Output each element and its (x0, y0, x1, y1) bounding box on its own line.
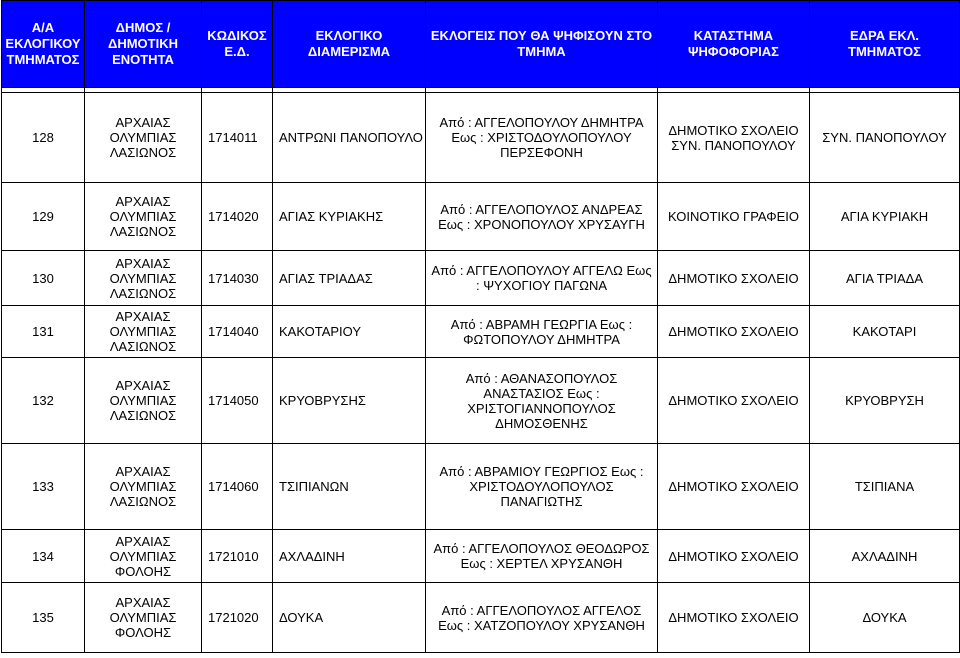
row-area: ΔΟΥΚΑ (273, 583, 426, 653)
row-voters: Από : ΑΘΑΝΑΣΟΠΟΥΛΟΣ ΑΝΑΣΤΑΣΙΟΣ Εως : ΧΡΙΣΤΟΓΙΑΝΝΟΠΟΥΛΟΣ ΔΗΜΟΣΘΕΝΗΣ (426, 358, 658, 444)
row-seat: ΑΧΛΑΔΙΝΗ (810, 530, 960, 583)
row-area: ΤΣΙΠΙΑΝΩΝ (273, 444, 426, 530)
row-dimos: ΑΡΧΑΙΑΣ ΟΛΥΜΠΙΑΣ ΛΑΣΙΩΝΟΣ (85, 251, 202, 306)
table-row (2, 306, 960, 358)
row-aa: 130 (2, 251, 85, 306)
row-aa: 134 (2, 530, 85, 583)
row-dimos: ΑΡΧΑΙΑΣ ΟΛΥΜΠΙΑΣ ΦΟΛΟΗΣ (85, 583, 202, 653)
table-row (2, 93, 960, 183)
header-area: ΕΚΛΟΓΙΚΟ ΔΙΑΜΕΡΙΣΜΑ (273, 1, 426, 88)
row-seat: ΚΡΥΟΒΡΥΣΗ (810, 358, 960, 444)
row-dimos: ΑΡΧΑΙΑΣ ΟΛΥΜΠΙΑΣ ΦΟΛΟΗΣ (85, 530, 202, 583)
row-store: ΔΗΜΟΤΙΚΟ ΣΧΟΛΕΙΟ (658, 444, 810, 530)
row-code: 1714020 (202, 183, 273, 251)
row-voters: Από : ΑΓΓΕΛΟΠΟΥΛΟΣ ΑΓΓΕΛΟΣ Εως : ΧΑΤΖΟΠΟΥΛΟΥ ΧΡΥΣΑΝΘΗ (426, 583, 658, 653)
header-seat: ΕΔΡΑ ΕΚΛ. ΤΜΗΜΑΤΟΣ (810, 1, 960, 88)
polling-stations-table (1, 0, 960, 653)
row-area: ΑΓΙΑΣ ΤΡΙΑΔΑΣ (273, 251, 426, 306)
row-voters: Από : ΑΒΡΑΜΙΟΥ ΓΕΩΡΓΙΟΣ Εως : ΧΡΙΣΤΟΔΟΥΛΟΠΟΥΛΟΣ ΠΑΝΑΓΙΩΤΗΣ (426, 444, 658, 530)
row-code: 1714050 (202, 358, 273, 444)
row-seat: ΚΑΚΟΤΑΡΙ (810, 306, 960, 358)
row-aa: 129 (2, 183, 85, 251)
row-aa: 133 (2, 444, 85, 530)
table-row (2, 583, 960, 653)
row-area: ΑΝΤΡΩΝΙ ΠΑΝΟΠΟΥΛΟ (273, 93, 426, 183)
row-aa: 135 (2, 583, 85, 653)
table-row (2, 444, 960, 530)
row-voters: Από : ΑΓΓΕΛΟΠΟΥΛΟΣ ΘΕΟΔΩΡΟΣ Εως : ΧΕΡΤΕΛ ΧΡΥΣΑΝΘΗ (426, 530, 658, 583)
row-voters: Από : ΑΒΡΑΜΗ ΓΕΩΡΓΙΑ Εως : ΦΩΤΟΠΟΥΛΟΥ ΔΗΜΗΤΡΑ (426, 306, 658, 358)
row-seat: ΔΟΥΚΑ (810, 583, 960, 653)
row-code: 1721020 (202, 583, 273, 653)
header-aa: Α/Α ΕΚΛΟΓΙΚΟΥ ΤΜΗΜΑΤΟΣ (2, 1, 85, 88)
row-seat: ΣΥΝ. ΠΑΝΟΠΟΥΛΟΥ (810, 93, 960, 183)
row-dimos: ΑΡΧΑΙΑΣ ΟΛΥΜΠΙΑΣ ΛΑΣΙΩΝΟΣ (85, 444, 202, 530)
row-store: ΔΗΜΟΤΙΚΟ ΣΧΟΛΕΙΟ (658, 583, 810, 653)
row-aa: 128 (2, 93, 85, 183)
row-dimos: ΑΡΧΑΙΑΣ ΟΛΥΜΠΙΑΣ ΛΑΣΙΩΝΟΣ (85, 183, 202, 251)
row-code: 1714060 (202, 444, 273, 530)
row-voters: Από : ΑΓΓΕΛΟΠΟΥΛΟΥ ΔΗΜΗΤΡΑ Εως : ΧΡΙΣΤΟΔΟΥΛΟΠΟΥΛΟΥ ΠΕΡΣΕΦΟΝΗ (426, 93, 658, 183)
row-aa: 131 (2, 306, 85, 358)
table-row (2, 530, 960, 583)
header-store: ΚΑΤΑΣΤΗΜΑ ΨΗΦΟΦΟΡΙΑΣ (658, 1, 810, 88)
row-dimos: ΑΡΧΑΙΑΣ ΟΛΥΜΠΙΑΣ ΛΑΣΙΩΝΟΣ (85, 358, 202, 444)
row-code: 1714011 (202, 93, 273, 183)
header-dimos: ΔΗΜΟΣ / ΔΗΜΟΤΙΚΗ ΕΝΟΤΗΤΑ (85, 1, 202, 88)
row-area: ΑΧΛΑΔΙΝΗ (273, 530, 426, 583)
row-store: ΚΟΙΝΟΤΙΚΟ ΓΡΑΦΕΙΟ (658, 183, 810, 251)
row-seat: ΑΓΙΑ ΚΥΡΙΑΚΗ (810, 183, 960, 251)
row-store: ΔΗΜΟΤΙΚΟ ΣΧΟΛΕΙΟ ΣΥΝ. ΠΑΝΟΠΟΥΛΟΥ (658, 93, 810, 183)
row-seat: ΤΣΙΠΙΑΝΑ (810, 444, 960, 530)
row-dimos: ΑΡΧΑΙΑΣ ΟΛΥΜΠΙΑΣ ΛΑΣΙΩΝΟΣ (85, 306, 202, 358)
row-area: ΚΑΚΟΤΑΡΙΟΥ (273, 306, 426, 358)
row-code: 1714040 (202, 306, 273, 358)
row-store: ΔΗΜΟΤΙΚΟ ΣΧΟΛΕΙΟ (658, 358, 810, 444)
row-area: ΑΓΙΑΣ ΚΥΡΙΑΚΗΣ (273, 183, 426, 251)
row-store: ΔΗΜΟΤΙΚΟ ΣΧΟΛΕΙΟ (658, 251, 810, 306)
table-row (2, 183, 960, 251)
row-code: 1721010 (202, 530, 273, 583)
table-row (2, 358, 960, 444)
row-area: ΚΡΥΟΒΡΥΣΗΣ (273, 358, 426, 444)
row-seat: ΑΓΙΑ ΤΡΙΑΔΑ (810, 251, 960, 306)
row-store: ΔΗΜΟΤΙΚΟ ΣΧΟΛΕΙΟ (658, 530, 810, 583)
row-dimos: ΑΡΧΑΙΑΣ ΟΛΥΜΠΙΑΣ ΛΑΣΙΩΝΟΣ (85, 93, 202, 183)
header-voters: ΕΚΛΟΓΕΙΣ ΠΟΥ ΘΑ ΨΗΦΙΣΟΥΝ ΣΤΟ ΤΜΗΜΑ (426, 1, 658, 88)
row-voters: Από : ΑΓΓΕΛΟΠΟΥΛΟΥ ΑΓΓΕΛΩ Εως : ΨΥΧΟΓΙΟΥ ΠΑΓΩΝΑ (426, 251, 658, 306)
row-voters: Από : ΑΓΓΕΛΟΠΟΥΛΟΣ ΑΝΔΡΕΑΣ Εως : ΧΡΟΝΟΠΟΥΛΟΥ ΧΡΥΣΑΥΓΗ (426, 183, 658, 251)
table-row (2, 251, 960, 306)
row-code: 1714030 (202, 251, 273, 306)
table-header (2, 1, 960, 88)
row-aa: 132 (2, 358, 85, 444)
header-code: ΚΩΔΙΚΟΣ Ε.Δ. (202, 1, 273, 88)
row-store: ΔΗΜΟΤΙΚΟ ΣΧΟΛΕΙΟ (658, 306, 810, 358)
